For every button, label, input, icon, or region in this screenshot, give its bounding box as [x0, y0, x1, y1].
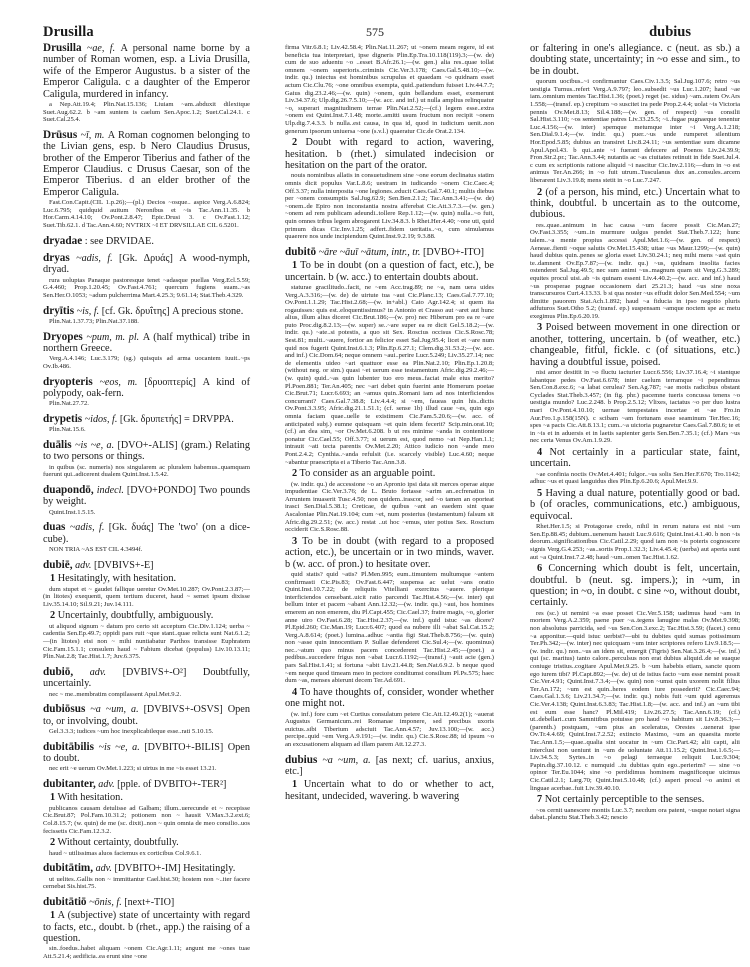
grammar: ~is ~e, a. — [75, 440, 115, 452]
sense-2: 2 Doubt with regard to action, wavering, hesitation. b (rhet.) simulated indecision or hesitation on the part of the orator. — [285, 137, 494, 171]
citations: (w. indir. qu.) de accessione ~o an Apronio ipsi data sit merces operae atque impudentiae Cic.Ver.3.76; de L. Bruto fortasse ~arim an..ecfrenatius in Arruntem inuaserit Tusc.4.50; non quidem..irascor, sed ~o tamen an oporteat irasci Sen.Dial.5.38.1; Creticae, de quibus ~ant an eaedem sint quae Ascaloniae Plin.Nat.19.104; cum ~et, num posterius (testamentum) falsum sit Afric.dig.29.2.51; (w. acc.) restat ..ut hoc ~emus, uter potius Sex. Roscium occiderit Cic.S.Rosc.88. — [285, 480, 494, 534]
citations: quid statis? quid ~atis? Pl.Men.995; eum..timuntem multumque ~antem confirmasti Cic.Pis.83; Ov.Fast.6.447; suspensa ac uelut ~ans oratio Quint.Inst.10.7.22; de reliquiis Vitelliani exercitus ~auere. plerique interficiendos censebant..uicit ratio parcendi Tac.Hist.4.56;—(w. inter) qui bellum inter et pacem ~abant Ann.12.32;—(w. indir. qu.) ~aui, hos homines emerem an non emerem, diu Pl.Capt.455; Cic.Cael.37; fratre magis, ~o, glorier anne uiro Ov.Fast.6.28; Tac.Hist.2.37;—(w. inf.) quid istuc ~as dicere? Pl.Epid.260; Cic.Man.19; Lucr.6.407; quod ea nubere illi ~abat Sal.Cat.15.2; Verg.A.8.614; (poet.) lumina..adhuc ~antia figi Stat.Theb.8.756;—(w. quin) non ~asse quin innocentiam P. Sullae defenderet Cic.Sul.4;—(w. quominus) nec..~atum quo minus pacem concederent Tac.Hist.2.45;—(poet.) a pedibus..succedere frigus non ~abat Lucr.6.1192;—(transf.) ~auit acie (gen.) pars Sal.Hist.1.41; si fortuna ~abit Liv.21.44.8; Sen.Nat.6.9.2. b neque quod ~em neque quod timeam meo in pectore conditumst consilium Pl.Ps.575; haec dum ~as, menses abierunt decem Ter.Ad.691. — [285, 570, 494, 685]
sense-3: 3 To be in doubt (with regard to a proposed action, etc.), be uncertain or in two minds, waver. b (w. acc. of pron.) to hesitate over. — [285, 535, 494, 570]
citations: (w. inf.) fore cum ~et Curtius consulatum petere Cic.Att.12.49.2(1); ~auerat Augustus Germanicum..rei Romanae imponere, sed precibus uxoris euictus..sibi Tiberium adsciuit Tac.Ann.4.57; Juv.13.100;—(w. acc.) percipe..quid ~em Verg.A.9.191;—(w. indir. qu.) Cic.S.Rosc.88; id ipsum ~o an excusationem aliquam ad illam parem Att.12.27.3. — [285, 710, 494, 749]
citations-continued: firma Vitr.6.8.1; Liv.42.58.4; Plin.Nat.11.267; ut ~onem meam regere, id est beneficia tua interpretari, ipse digneris Plin.Ep.Tra.10.118(119).3;—(w. de) cum de suo aduentu ~o ..esset B.Afr.26.1;—(w. gen.) alia res..quae tollat omnem ~onem superioris..criminis Cic.Ver.3.178; Caes.Gal.5.48.10;—(w. indir. qu.) iniectus est hominibus scrupulus et quaedam ~o quidnam esset actum Cic.Clu.76; ~one omnibus exempta, quid..patiendum fuisset Liv.44.7.7; Gaius dig.23.2.46;—(w. quin) ~onem, quin bellandum esset, exemerunt Liv.34.37.6; Ulp.dig.26.7.5.10;—(w. acc. and inf.) ut nulla amplius relinquatur ~o, superari magnitudinem terrae Plin.Nat.2.52;—(cf.) legem esse..extra ~onem est Quint.Inst.7.1.48; morte..amitti usum fructum non recipit ~onem Ulp.dig.7.4.3.3. b nulla..est causa, in qua id, quod in iudicium uenit..non generum ipsorum uniuersa ~one (s.v.l.) quaeratur Cic.de Orat.2.134. — [285, 44, 494, 135]
grammar: adv. — [89, 666, 107, 678]
headword: drypetis — [43, 413, 83, 426]
definition: A (half mythical) tribe in northern Greece. — [43, 331, 251, 355]
citations: NON TRIA ~AS EST CIL 4.3494f. — [49, 546, 143, 554]
sense-1: 1 To be in doubt (on a question of fact, etc.), be uncertain. b (w. acc.) to entertain doubts about. — [285, 260, 495, 283]
citations: dum stupet et ~ gaudet fallique ueretur Ov.Met.10.287; Ov.Pont.2.3.87;—(in litotes) exequenti, quem tertium duceret, haud ~ semet ipsum dixisse Liv.35.14.10; Sil.9.21; Juv.14.111. — [43, 585, 250, 608]
entry-drusus — [43, 130, 250, 230]
definition: A personal name borne by a number of Roman women, esp. a Livia Drusilla, wife of the Emperor Augustus. b a sister of the Emperor Caligula. c a daughter of the Emperor Caligula, murdered in infancy. — [43, 43, 250, 100]
entry-dryas — [43, 253, 250, 300]
grammar: ~idos, f. — [84, 414, 118, 426]
etymology: [DVBIVS+-E] — [93, 559, 154, 571]
headword: Drusilla — [43, 42, 82, 54]
sense-1: 1 A (subjective) state of uncertainty with regard to facts, etc., doubt. b (rhet., app.) the raising of a question. — [43, 910, 250, 945]
sense-1: 1 Uncertain what to do or whether to act, hesitant, undecided, wavering. b wavering — [285, 779, 494, 802]
headword: dubiōsus — [43, 703, 86, 716]
entry-dubitanter — [43, 779, 250, 857]
sense-2: 2 Uncertainly, doubtfully, ambiguously. — [50, 610, 214, 622]
sense-2: 2 To consider as an arguable point. — [292, 468, 436, 480]
grammar: ~pum, m. pl. — [86, 331, 140, 343]
headword: dubitātiō — [43, 895, 87, 908]
definition: A kind of polypody, oak-fern. — [43, 376, 251, 400]
citations: Verg.A.4.146; Luc.3.179; (sg.) quisquis ad arma uocantem iuuit..~ps Ov.Ib.486. — [43, 355, 250, 371]
etymology: [δρυοπτερίς] — [144, 376, 196, 388]
definition: Doubtfully, uncertainly. — [43, 666, 250, 690]
sense-6: 6 Concerning which doubt is felt, uncertain, doubtful. b (neut. sg. impers.); in ~um, in question; in ~o, in doubt. c sine ~o, without doubt, certainly. — [530, 563, 741, 609]
citations: ut aliquod signum ~ datum pro certo sit acceptum Cic.Div.1.124; uerba ~ cadentia Sen.Ep.49.7; oppidi pars ruit ~que stant..quae relicta sunt Nat.6.1.2;—(in litotes) etsi non ~ mihi nuntiabatur Parthos transisse Euphratem Cic.Fam.15.1.1; consulem haud ~ Fabium dicebat (populus) Liv.10.13.11; Plin.Nat.2.8; Tac.Hist.1.7; Juv.6.375. — [43, 622, 250, 661]
sense-2: 2 Without certainty, doubtfully. — [50, 837, 179, 849]
headword: dubius — [285, 753, 318, 766]
entry-dubio — [43, 667, 250, 698]
definition: : see DRVIDAE. — [84, 235, 154, 247]
citations: Plin.Nat.15.6. — [49, 426, 86, 434]
citations: in quibus (sc. numeris) nos singularem ac pluralem habemus..quamquam fuerunt qui..adicerent dualem Quint.Inst.1.5.42. — [43, 463, 250, 479]
etymology: [Gk. δυάς] — [108, 522, 154, 534]
grammar: ~eos, m. — [99, 376, 138, 388]
citations: Gel.3.3.3; iudices ~um hoc inexplicabileque esse..rati 5.10.15. — [49, 728, 214, 736]
grammar: ~is ~e, a. — [98, 741, 140, 753]
column-3 — [530, 43, 740, 822]
citations: Fast.Con.Capit.(CIL 1.p.26);—(pl.) Decios ~osque.. aspice Verg.A.6.824; Luc.6.795; quidquid auitum Neronibus et ~is Tac.Ann.11.35. b Hor.Carm.4.14.10; Ov.Pont.2.8.47; Epic.Drusi 3. c Ov.Fast.1.12; Suet.Tib.62.1. d Tac.Ann.4.60; NVTRIX ~I ET DRVSILLAE CIL 6.5201. — [43, 199, 250, 230]
definition: Open to doubt. — [43, 741, 250, 765]
headword: dubitātim, — [43, 862, 94, 875]
citations: nouis nominibus allatis in consuetudinem sine ~one eorum declinatus statim omnis dicit populus Var.L.8.6; uestram in iudicando ~onem Cic.Caec.4; Off.3.37; nulla interposita ~one legiones..educit Caes.Gal.7.40.1; multis diebus per ~onem consumptis Sal.Jug.62.9; Sen.Ben.2.1.2; Tac.Ann.3.41;—(w. de) ~onem..de Epiro non inconstantia nostra afferebat Cic.Att.3.7.3.—(w. gen.) ~onem ad rem publicam adeundi..tollere Rep.1.12;—(w. quin) nulla..~o fuit, quin omnes tribus legem abrogarent Liv.34.8.3. b Rhet.Her.4.40; ~one uti, quid primum dicas Cic.Inv.1.25; adfert..fidem ueritatis..~o, cum simulamus quaerere nos unde incipiendum Quint.Inst.9.2.19; 9.3.88. — [285, 172, 494, 241]
entry-dryadae — [43, 236, 250, 247]
running-head-right: dubius — [649, 24, 691, 40]
entry-dryitis — [43, 306, 250, 326]
sense-3: 3 Poised between movement in one direction or another, tottering, uncertain. b (of weather, etc.) changeable, fitful, fickle. c (of situations, etc.) having a doubtful issue, poised. — [530, 322, 740, 368]
grammar: ~adis, f. — [69, 522, 105, 534]
entry-drypetis — [43, 414, 250, 434]
citations: haud ~ utilissimas aluos faciemus ex corticibus Col.9.6.1. — [49, 849, 202, 857]
citations: a Nep.Att.19.4; Plin.Nat.15.136; Liuiam ~am..abduxit dilexitque Suet.Aug.62.2. b ~am suntem is caelum Sen.Apoc.1.2; Suet.Cal.24.1. c Suet.Cal.25.4. — [43, 101, 250, 124]
headword: dubiē, — [43, 558, 73, 571]
headword: dryopteris — [43, 375, 93, 388]
headword: duālis — [43, 439, 72, 452]
citations: quorum uocibus..~i confirmantur Caes.Civ.1.3.5; Sal.Jug.107.6; retro ~us uestigia Turnus..refert Verg.A.9.797; leo..subsedit ~us Luc.1.207; haud ~ae iam..omnium mentes Tac.Hist.1.36; (poet.) reget (sc. sidus) ~am..ratem Ov.Ars 1.558;—(transf. ep.) crepitum ~o suscitet ira pede Prop.2.4.4; uolat ~is Victoria pennis Ov.Met.8.13; Sil.4.188;—(w. gen. of respect) ~us consilii Sal.Hist.3.110; ~os sententiae patres Liv.33.25.5; ~i..fugae pugnaeque tenentur Luc.4.156;—(w. inter) spemque metumque inter ~i Verg.A.1.218; Sen.Dial.9.1.4;—(w. indir. qu.) puer..~us unde rumperet silentium Hor.Epod.5.85; dubius an transiret Liv.8.24.11; ~us sententiae sum dicamne Apul.Apol.43. b qui..ante ~i fuerant defecere ad Poenos Liv.24.39.9; Fron.Str.2.pr.; Tac.Ann.3.44; nutantis ac ~as ciuitates retinuit in fide Suet.Jul.4. c cum ex scriptionis ratione aliquid ~i nascitur Cic.Inv.2.116;—dum in ~o est animus Ter.An.266; in ~o fuit utrum..Tusculanus dux an..consules..arcem liberarent Liv.3.19.8; mens stetit in ~o Luc.7.247. — [530, 78, 740, 184]
citations: res (sc.) ut nemini ~a esse posset Cic.Ver.5.158; uadimus haud ~am in mortem Verg.A.2.359; paene puer ~a..tegens lanugine malas Ov.Met.9.398; non absolutus parricida, sed ~us Sen.Con.3.exc.2; Tac.Hist.3.59; (facet.) cenu ~a apponitur.—quid istuc uerbist?—ubi tu dubites quid sumas potissimum Ter.Ph.342;—(w. inter) nec quicquam ~um inter scriptores refero Liv.9.18.5;—(w. indir. qu.) non..~us an idem sit, emergit (Tigris) Sen.Nat.3.26.4;—(w. inf.) qui (sc. maritus) tanto calore..perculsus non erat dubius aliquid..de se suaque coniuge tristius..cogitare Apul.Met.9.25. b ~um habebis etiam, sancte quom ego iurem tibi? Pl.Capt.892;—(w. de) ut de istius facto ~um esse nemini possit Cic.Ver.4.91; Quint.Inst.7.3.4;—(w. quin) non ~umst quin uxorem nolit filius Ter.An.172; ~um est quin..heres eodem iure possederit? Cic.Caec.94; Caes.Gal.1.3.6; Liv.21.34.7;—(w. indir. qu.) nobis fuit ~um quid ageremus Cic.Ver.4.138; Quint.Inst.6.3.83; Tac.Hist.1.8;—(w. acc. and inf.) an ~um tibi est eum esse hanc? Pl.Mil.419; Liv.26.27.5; Tac.Ann.6.19; (cf.) ut..debellari..cum Samnitibus potuisse pro haud ~o habitum sit Liv.8.36.3;—(parenth.) postquam, ~um pius an sceleratus, Orestes ..uenerat ipse Ov.Tr.4.4.69; Quint.Inst.7.2.52; extincto Maximo, ~um an quaesita morte Tac.Ann.1.5;—quae..qualia sint uocatur in ~um Cic.Part.42; alii capti, alii interclusi non ueniunt in ~um de uoluntate Att.11.15.2; Quint.Inst.1.6.5;—Liv.34.5.3; Syrtes..in ~o pelagi terraeque reliquit Luc.9.304; Papin.dig.37.10.12. c numquid ..tu dubitas quin ego..perierim? — sine ~o opinor Ter.Eu.1044; sine ~o perdidimus hominem magnificeque uicimus Cic.Catil.2.1; Larg.70; Quint.Inst.5.10.48; (cf.) asperi procul ~o animi et linguae acerbae..fuit Liv.39.40.10. — [530, 609, 740, 792]
headword: dryadae — [43, 234, 83, 247]
citations: nisi amor destitit in ~o fluctu iacturier Lucr.6.556; Liv.37.16.4; ~i stantque labantque pedes Ov.Fast.6.678; inter caelum terramque ~i pependimus Sen.Con.8.exc.6; ~a labat cerulea? Sen.Ag.787; ~ae motis radicibus obstant Cyclades Stat.Theb.3.457; (in fig. phr.) pacemne tueris concussa tenens ~o uestigia mundo? Luc.2.248. b Prop.2.5.12; Vlixes, iactatus ~o per duo lustra mari Ov.Pont.4.10.10; uernae tempestates incertae et ~ae Fro.in Aur.Fro.1.p.158(15N). c scibam ~am fortunam esse seaminum Ter.Hec.16; spes ~a pacis Cic.Att.8.13.1; cum..~a uictoria pugnaretur Caes.Gal.7.80.6; te et in ~is et in aduersis et in laetis sapienter geris Sen.Ben.7.35.1; (cf.) Mars ~us nec certa Venus Ov.Am.1.9.29. — [530, 369, 740, 445]
citations: Plin.Nat.1.37.73; Plin.Nat.37.188. — [49, 318, 139, 326]
definition: A Roman cognomen belonging to the Livian gens, esp. b Nero Claudius Drusus, brother of the Emperor Tiberius and father of the Emperor Claudius. c Drusus Caesar, son of the Emperor Tiberius. d an elder brother of the Emperor Caligula. — [43, 129, 250, 198]
citations: res..quae..animum in hac causa ~um facere possit Cic.Man.27; Ov.Fast.3.355; ~um..in murmure uulgus pendet Stat.Theb.7.122; hunc talem..~a mente propius accessi Apul.Met.1.6;—(w. gen. of respect) Aeneae..fienti ~oque salutis Ov.Met.15.438; uitae ~us Maur.1299;—(w. quin) haud dubius quin..penes se gloria esset Liv.30.24.1; neq mihi mens ~ast quin te..damnent Ov.Ep.7.87;—(w. indir. qu.) ~us, quidnam insolita facies ostenderet Sal.Jug.49.5; nec sum animi ~us..magnum quam sit Verg.G.3.289; equites procul uisi..ab ~is quinam essent Liv.4.40.2;—(w. acc. and inf.) haud ~us prosperae pugnae occasionem dari 25.21.3; haud ~us sine noxa transcursuros Curt.4.13.33. b si qua noster ~us effudit dolor Sen.Med.554; ~um dimitte pauorem Stat.Ach.1.892; haud ~a fiducia in ipso negotio pluris adfuturos Suet.Otho 5.2; (transf. ep.) suspensam ~amque noctem spe ac metu exegimus Plin.Ep.6.20.19. — [530, 221, 740, 320]
grammar: ~ōnis, f. — [89, 896, 122, 908]
definition-continued: or faltering in one's allegiance. c (neut. as sb.) a doubting state, uncertainty; in ~o esse and sim., to be in doubt. — [530, 43, 740, 77]
headword: dryītis — [43, 304, 75, 317]
citations: nec erit ~e uerum Ov.Met.1.223; si uirtus in me ~is esset 13.21. — [49, 765, 217, 773]
definition: (gram.) Relating to two persons or things. — [43, 440, 250, 463]
entry-dubie — [43, 560, 250, 661]
column-1 — [43, 43, 250, 967]
sense-1: 1 With hesitation. — [50, 792, 123, 804]
definition: = DRVPPA. — [184, 414, 234, 426]
citations: publicanos causam detulisse ad Galbam; illum..uerecunde et ~ recepisse Cic.Brut.87; Pol.Fam.10.31.2; potionem non ~ hausit V.Max.3.2.ext.6; Col.8.15.7; (w. quin) de me (sc. dixit)..non ~ quin omnia de meo consilio..uos fecissetis Cic.Fam.12.3.2. — [43, 804, 250, 835]
grammar: ~a ~um, a. — [322, 754, 371, 766]
page-number: 575 — [366, 25, 384, 39]
grammar: ~āre ~āuī ~ātum, intr., tr. — [318, 246, 421, 258]
headword: dryas — [43, 252, 70, 265]
sense-1: 1 Hesitatingly, with hesitation. — [50, 573, 177, 585]
citations: sin..foedus..habet aliquam ~onem Cic.Agr.1.11; angunt me ~ones tuae Att.5.21.4; aedificia..ea erunt sine ~one — [43, 945, 250, 961]
grammar: ~ī, m. — [80, 129, 105, 141]
grammar: adv. — [98, 779, 115, 791]
headword: duapondō, — [43, 484, 94, 497]
grammar: adv. — [75, 559, 92, 571]
grammar: ~ae, f. — [86, 43, 116, 54]
entry-dubito — [285, 247, 494, 749]
running-head-left: Drusilla — [43, 24, 94, 40]
definition: Hesitatingly. — [183, 863, 236, 875]
definition: Two pounds by weight. — [43, 485, 250, 508]
grammar: ~adis, f. — [76, 253, 113, 265]
entry-dualis — [43, 440, 250, 479]
citations: Quint.Inst.1.5.15. — [49, 508, 96, 516]
citations: ut uelites..Gallis non ~ immittantur Cael.hist.30; hostem non ~..iter facere cernebat Sis.hist.75. — [43, 875, 250, 891]
etymology: [Gk. δρυπετής] — [119, 414, 182, 426]
grammar: ~is, f. — [76, 305, 100, 317]
headword: dubitābilis — [43, 740, 94, 753]
sense-2: 2 (of a person, his mind, etc.) Uncertain what to think, doubtful. b uncertain as to the outcome, dubious. — [530, 186, 741, 221]
grammar: adv. — [95, 863, 112, 875]
etymology: [Gk. Δρυάς] — [119, 253, 173, 265]
etymology: [cf. Gk. δρυΐτης] — [101, 305, 170, 317]
sense-7: 7 Not certainly perceptible to the senses. — [537, 794, 705, 806]
entry-dryopes — [43, 332, 250, 371]
definition: A precious stone. — [172, 305, 244, 317]
entry-dryopteris — [43, 377, 250, 408]
definition: Open to, or involving, doubt. — [43, 704, 251, 727]
entry-drusilla — [43, 43, 250, 124]
etymology: [DVBO+-ITO] — [422, 246, 484, 258]
grammar: indecl. — [96, 485, 124, 497]
headword: dubitō — [285, 245, 317, 258]
citations: Rhet.Her.1.5; si Protagorae credo, nihil in rerum natura est nisi ~um Sen.Ep.88.45; dubium..uenenum hausit Luc.9.616; Quint.Inst.4.1.40. b non ~is deorum..significationibus Cic.Catil.2.29; quod iam non ~is poteris cognoscere signis Verg.G.4.253; ~as..sortis Prop.1.32.3; Liv.4.45.4; (uerba) aut aperta sunt aut ~a Quint.Inst.7.2.48; haud ~um..omen Tac.Hist.1.62. — [530, 523, 740, 561]
headword: dubitanter, — [43, 778, 96, 791]
sense-5: 5 Having a dual nature, potentially good or bad. b (of oracles, communications, etc.) ambiguous, equivocal. — [530, 488, 740, 522]
etymology: [DVBIVS+-OSVS] — [143, 704, 223, 716]
entry-dubitatim — [43, 863, 250, 891]
etymology: [DVBIVS+-O²] — [122, 666, 187, 678]
citations: ~ae confinia noctis Ov.Met.4.401; fulgor..~us solis Sen.Her.F.670; Tro.1142; adhuc ~us et quasi languidus dies Plin.Ep.6.20.6; Apul.Met.9.9. — [530, 470, 740, 486]
headword: Dryopes — [43, 330, 83, 343]
citations: nec ~ me..membratim compilassent Apul.Met.9.2. — [49, 690, 182, 698]
definition: A wood-nymph, dryad. — [43, 253, 251, 276]
citations: rura uoluptas Panaque pastoresque tenet ~adasque puellas Verg.Ecl.5.59; G.4.460; Prop.1.20.45; Ov.Fast.4.761; quercum fugiens suam..~as Sen.Her.O.1053; ~adum pulcherrima Mart.4.25.3; 9.61.14; Stat.Theb.4.329. — [43, 276, 250, 300]
citations: staturae gracilitudo..facit, ne ~em Acc.trag.89; ne ~a, nam uera uides Verg.A.3.316;—(w. de) de uirtute tua ~aui Cic.Planc.13; Caes.Gal.7.77.10; Ov.Pont.1.1.29; Tac.Hist.2.68;—(w. in+abl.) Cato Agr.142.4; si quem ita rogauisses: quis est..eloquentissimus? in Antonio et Crasso aut ~aret aut hunc alius, illum alius diceret Cic.Brut.186;—(w. pro) nec Hiberum pro ea re ~are puto Proc.dig.8.2.13;—(w. super) se..~are super ea re dicit Gel.5.18.2;—(w. indir. qu.) ~ate..si potestis, a quo sit Sex. Roscius occisus Cic.S.Rosc.78; Sest.81; multi..~auere, fortior an felicior esset Sal.Jug.95.4; licet et ~are num quid nos fugerit Quint.Inst.6.1.3; Plin.Ep.6.27.1; Clem.dig.31.53.2;—(w. acc. and inf.) Cic.Dom.64; neque omnem ~aui..perire Lucr.5.249; Liv.35.27.14; nec de elementis uideo ~ari quattuor esse ea Plin.Nat.2.10; Plin.Ep.1.20.8; (without neg. or sim.) quasi ~et uerum esse testamentum Afric.dig.29.2.46;—(w. quin) quid..~as quin lubenter tuo ero meus..faciat male eius merito? Pl.Poen.881; Ter.An.405; nec ~ari debet quin fuerint ante Homerum poetae Cic.Brut.71; Lucr.6.693; an ~amus quin..Romani iam ad nos interficiendos concurrant? Caes.Gal.7.38.8; Liv.4.4.4; si ~em, faueas quin his..dictis Ov.Pont.3.3.95; Afric.dig.21.1.51.1; (cf. sense 1b) illud caue ~es, quin ego omnia faciam quae..uelle te existimem Cic.Fam.5.20.6;—(w. acc. of anticipated subj.) eumne quisquam ~et quin idem fecerit? Scip.min.orat.10; (cf.) an dea sim, ~or Ov.Met.6.208. b ut res minime ~anda in contentione ponatur Cic.Cael.55; Off.3.77; si uerum est, quod nemo ~at Nep.Han.1.1; intrauit ~ati tecta parentis Ov.Met.2.20; Attico iudicio non ~ande meo Pont.2.4.2; Cynthia..~anda refulsit (i.e. scarcely visible) Luc.4.60; neque ~abantur praescripta ei a Tiberio Tac.Ann.3.8. — [285, 283, 494, 466]
headword: dubiō, — [43, 665, 74, 678]
etymology: [DVO+-ALIS] — [117, 440, 178, 452]
entry-dubius — [285, 755, 494, 803]
etymology: [pple. of DVBITO+-TER²] — [117, 779, 227, 791]
definition: The 'two' (on a dice-cube). — [43, 522, 251, 545]
headword: duas — [43, 521, 66, 534]
etymology: [DVO+PONDO] — [126, 485, 196, 497]
entry-dubitabilis — [43, 742, 250, 773]
citations: Plin.Nat.27.72. — [49, 400, 89, 408]
etymology: [DVBITO+-IM] — [114, 863, 181, 875]
sense-4: 4 To have thoughts of, consider, wonder whether one might not. — [285, 686, 494, 710]
entry-dubitatio — [43, 897, 250, 961]
headword: Drūsus — [43, 128, 78, 141]
entry-duapondo — [43, 485, 250, 516]
column-2 — [285, 43, 494, 808]
etymology: [as next; cf. uarius, anxius, etc.] — [285, 754, 494, 778]
etymology: [DVBITO+-BILIS] — [144, 741, 224, 753]
etymology: [next+-TIO] — [124, 896, 175, 908]
grammar: ~a ~um, a. — [90, 704, 139, 716]
citations: ~os cernit uanescere montis Luc.3.7; necdum ora patent, ~usque notari signa dabat..planctu Stat.Theb.3.42; nescio — [530, 806, 740, 822]
entry-dubiosus — [43, 704, 250, 735]
entry-duas — [43, 522, 250, 553]
sense-4: 4 Not certainly in a particular state, faint, uncertain. — [530, 447, 741, 470]
